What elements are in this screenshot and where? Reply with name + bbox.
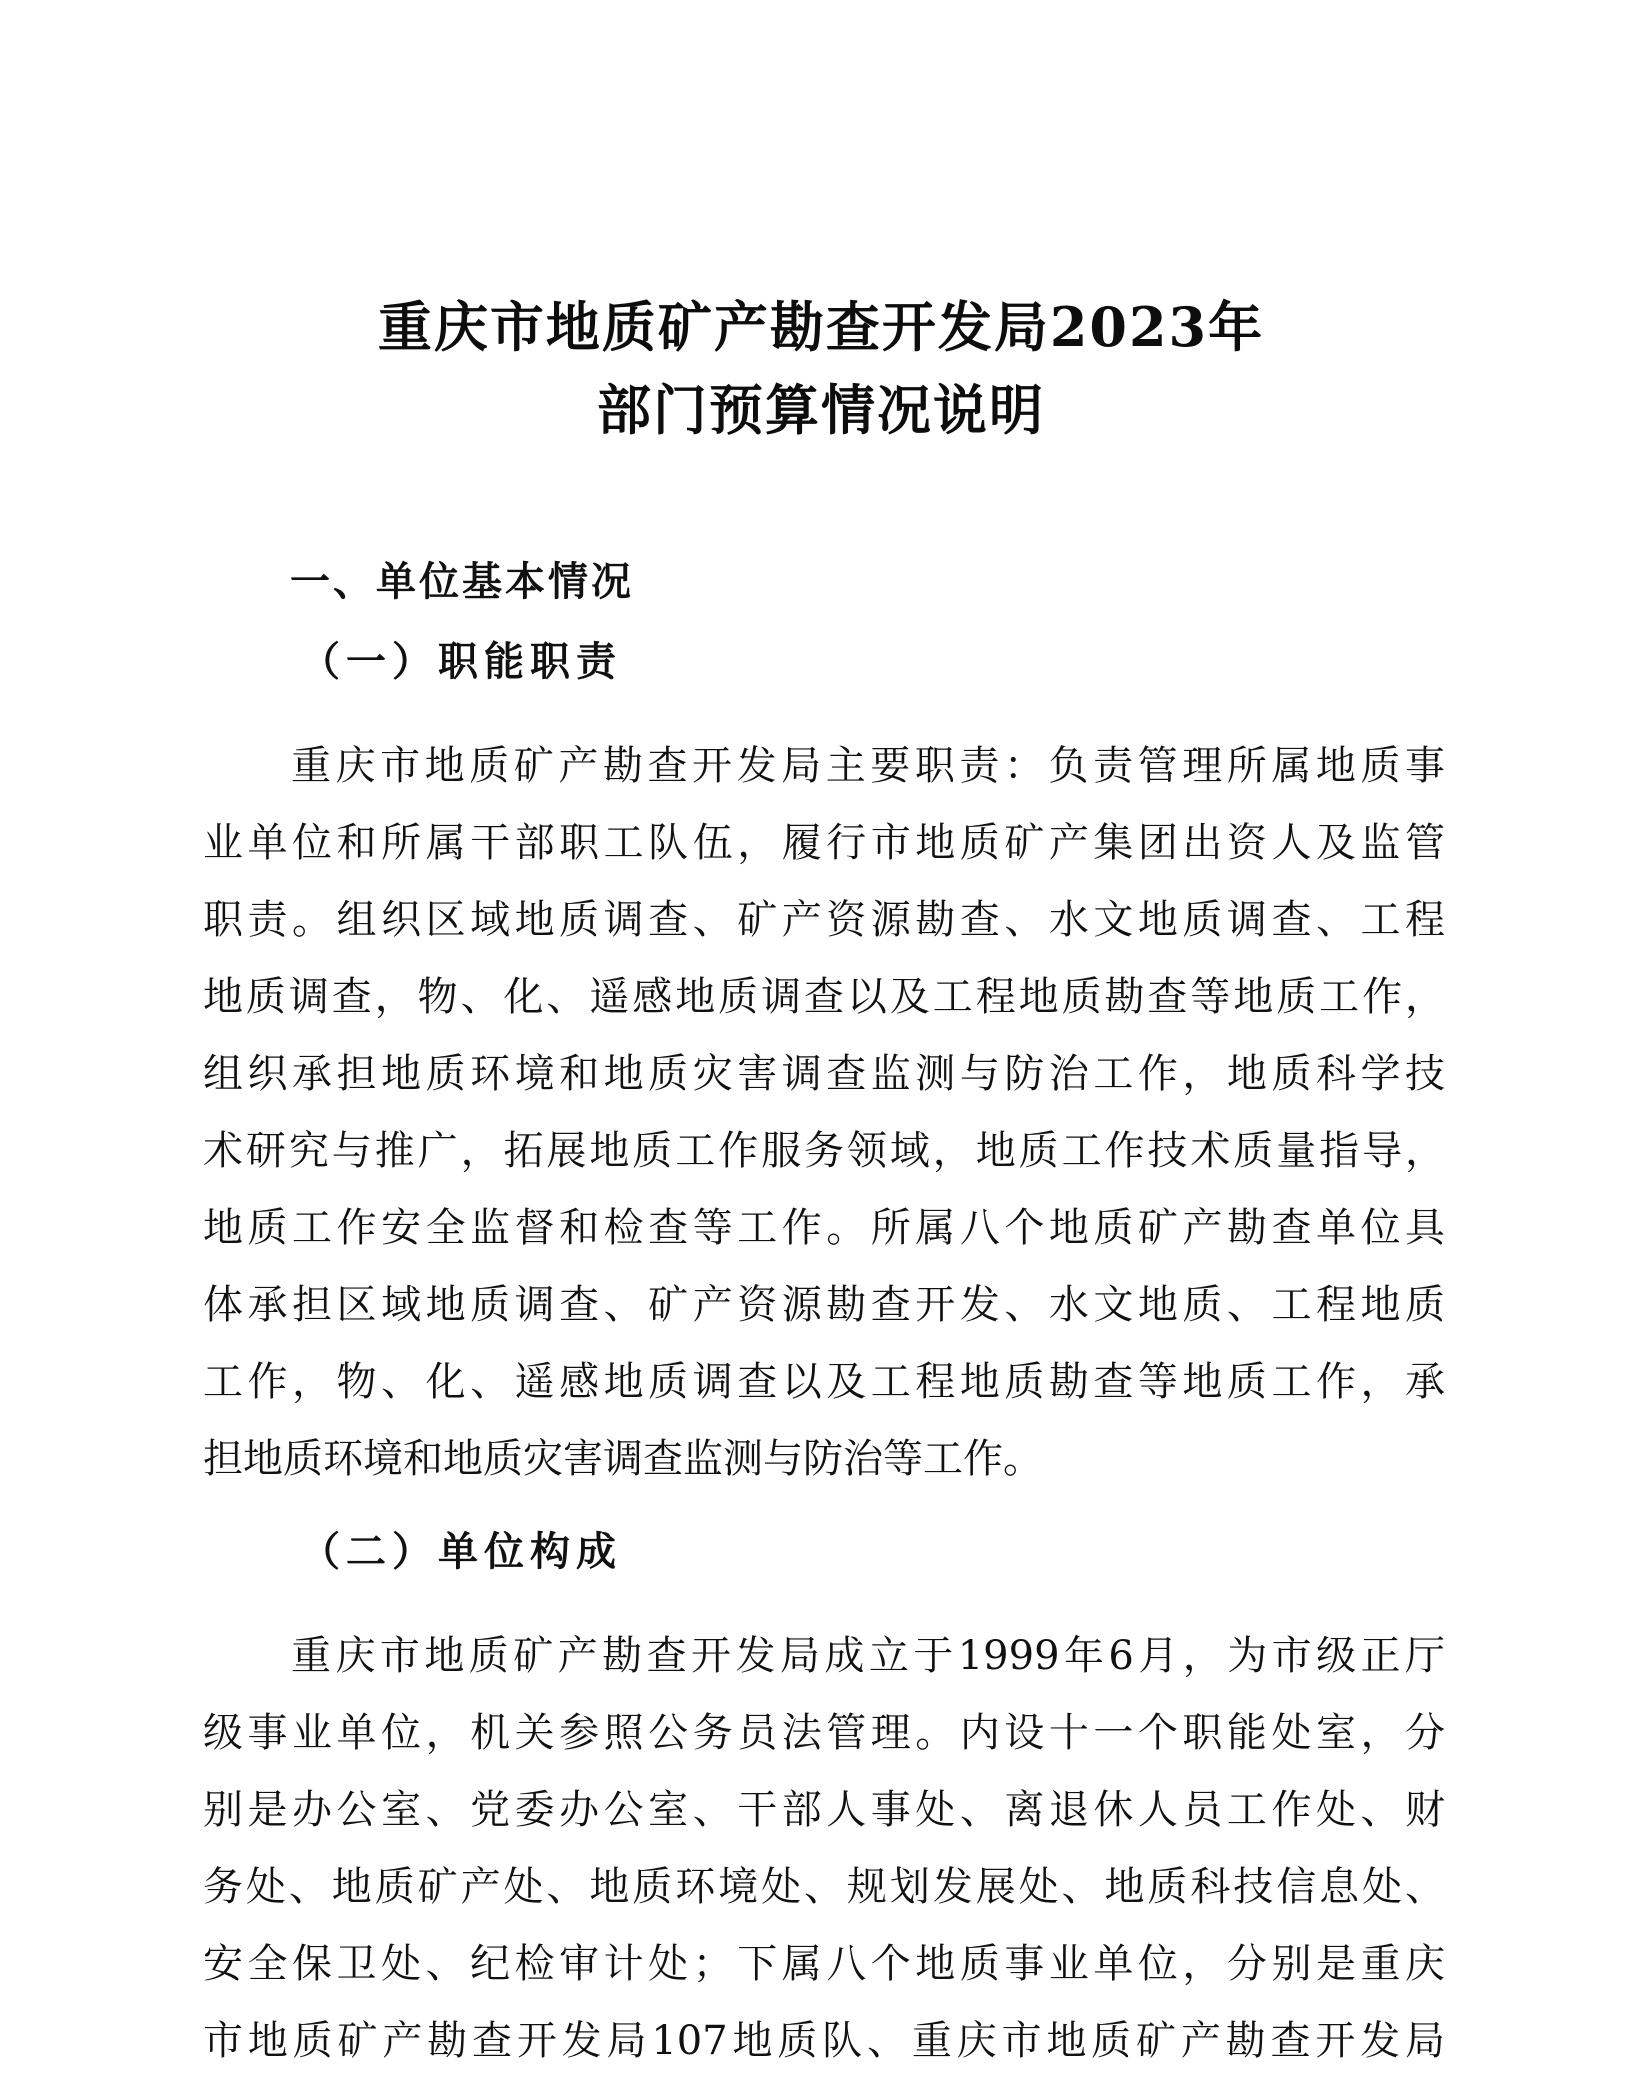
- paragraph-line: 安全保卫处、纪检审计处；下属八个地质事业单位，分别是重庆: [203, 1941, 1445, 1987]
- paragraph-line: 别是办公室、党委办公室、干部人事处、离退休人员工作处、财: [203, 1787, 1445, 1833]
- paragraph-line: 术研究与推广，拓展地质工作服务领域，地质工作技术质量指导，: [203, 1128, 1445, 1174]
- paragraph-line: 地质调查，物、化、遥感地质调查以及工程地质勘查等地质工作，: [203, 974, 1445, 1020]
- paragraph-line: 体承担区域地质调查、矿产资源勘查开发、水文地质、工程地质: [203, 1282, 1445, 1328]
- paragraph-line: 职责。组织区域地质调查、矿产资源勘查、水文地质调查、工程: [203, 897, 1445, 943]
- paragraph-line: 重庆市地质矿产勘查开发局成立于1999年6月，为市级正厅: [291, 1633, 1445, 1679]
- document-title-line-1: 重庆市地质矿产勘查开发局2023年: [377, 295, 1265, 359]
- paragraph-line: 地质工作安全监督和检查等工作。所属八个地质矿产勘查单位具: [203, 1205, 1445, 1251]
- section-heading-basic-info: 一、单位基本情况: [290, 559, 634, 605]
- subsection-heading-composition: （二）单位构成: [300, 1528, 622, 1575]
- paragraph-line: 务处、地质矿产处、地质环境处、规划发展处、地质科技信息处、: [203, 1864, 1445, 1910]
- paragraph-composition: [203, 1618, 1445, 2080]
- paragraph-line: 业单位和所属干部职工队伍，履行市地质矿产集团出资人及监管: [203, 820, 1445, 866]
- paragraph-functions: [203, 728, 1445, 1498]
- paragraph-line: 工作，物、化、遥感地质调查以及工程地质勘查等地质工作，承: [203, 1359, 1445, 1405]
- paragraph-line: 市地质矿产勘查开发局107地质队、重庆市地质矿产勘查开发局: [203, 2018, 1445, 2064]
- paragraph-line: 重庆市地质矿产勘查开发局主要职责：负责管理所属地质事: [291, 743, 1445, 789]
- paragraph-line: 组织承担地质环境和地质灾害调查监测与防治工作，地质科学技: [203, 1051, 1445, 1097]
- paragraph-line: 级事业单位，机关参照公务员法管理。内设十一个职能处室，分: [203, 1710, 1445, 1756]
- paragraph-line: 担地质环境和地质灾害调查监测与防治等工作。: [203, 1436, 1043, 1482]
- document-title-line-2: 部门预算情况说明: [597, 378, 1045, 442]
- subsection-heading-functions: （一）职能职责: [300, 638, 622, 685]
